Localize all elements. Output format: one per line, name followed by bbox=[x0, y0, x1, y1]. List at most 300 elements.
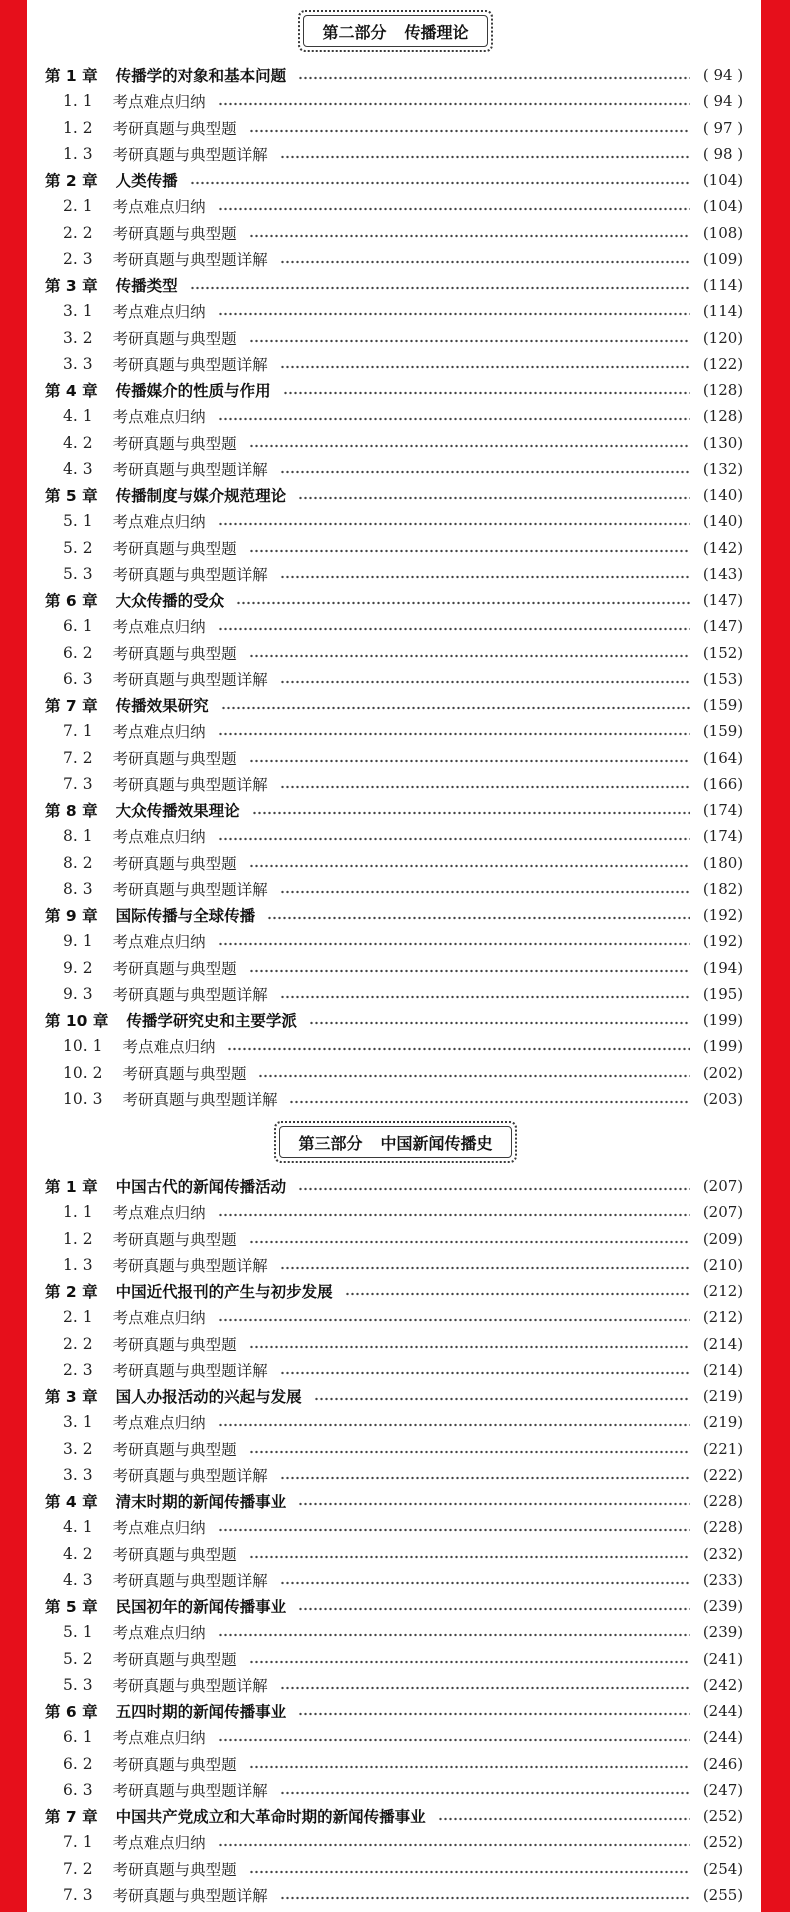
page-number: (239) bbox=[702, 1623, 744, 1642]
subsection-title: 考点难点归纳 bbox=[112, 618, 206, 637]
chapter-row bbox=[45, 1488, 746, 1514]
subsection-row bbox=[45, 141, 746, 167]
page-number: (210) bbox=[702, 1255, 744, 1274]
subsection-row bbox=[45, 325, 746, 351]
dot-leader bbox=[280, 784, 690, 790]
subsection-title: 考研真题与典型题 bbox=[112, 434, 237, 453]
dot-leader bbox=[280, 574, 690, 580]
page-number: (114) bbox=[702, 276, 744, 295]
dot-leader bbox=[218, 1422, 690, 1428]
page-number: (255) bbox=[702, 1885, 744, 1904]
subsection-title: 考研真题与典型题 bbox=[112, 1860, 237, 1879]
subsection-number: 3. 1 bbox=[63, 1413, 93, 1432]
dot-leader bbox=[252, 810, 690, 816]
subsection-row bbox=[45, 981, 746, 1007]
subsection-row bbox=[45, 1357, 746, 1383]
subsection-title: 考点难点归纳 bbox=[112, 1414, 206, 1433]
subsection-row bbox=[45, 1751, 746, 1777]
toc-section bbox=[45, 10, 746, 1112]
subsection-title: 考研真题与典型题详解 bbox=[112, 145, 268, 164]
chapter-row bbox=[45, 377, 746, 403]
subsection-row bbox=[45, 1777, 746, 1803]
subsection-row bbox=[45, 613, 746, 639]
section-title: 传播理论 bbox=[404, 22, 469, 42]
subsection-title: 考研真题与典型题 bbox=[112, 749, 237, 768]
chapter-row bbox=[45, 1173, 746, 1199]
dot-leader bbox=[249, 548, 690, 554]
page-number: (252) bbox=[702, 1833, 744, 1852]
page-number: (130) bbox=[702, 433, 744, 452]
subsection-row bbox=[45, 430, 746, 456]
page-number: (212) bbox=[702, 1282, 744, 1301]
subsection-row bbox=[45, 1060, 746, 1086]
page-number: ( 98 ) bbox=[702, 144, 744, 163]
subsection-row bbox=[45, 456, 746, 482]
subsection-number: 4. 1 bbox=[63, 407, 93, 426]
chapter-number: 第 9 章 bbox=[45, 907, 98, 926]
chapter-row bbox=[45, 1383, 746, 1409]
page-number: (142) bbox=[702, 538, 744, 557]
left-red-border bbox=[0, 0, 27, 1912]
section-banner bbox=[298, 10, 492, 52]
page-number: (147) bbox=[702, 617, 744, 636]
page-number: (104) bbox=[702, 197, 744, 216]
subsection-title: 考研真题与典型题详解 bbox=[112, 1571, 268, 1590]
dot-leader bbox=[280, 364, 690, 370]
chapter-number: 第 2 章 bbox=[45, 1283, 98, 1302]
subsection-number: 7. 2 bbox=[63, 1859, 93, 1878]
subsection-row bbox=[45, 1033, 746, 1059]
page-number: (219) bbox=[702, 1387, 744, 1406]
subsection-row bbox=[45, 1856, 746, 1882]
chapter-number: 第 8 章 bbox=[45, 802, 98, 821]
subsection-number: 2. 2 bbox=[63, 1334, 93, 1353]
subsection-row bbox=[45, 508, 746, 534]
chapter-title: 传播制度与媒介规范理论 bbox=[115, 487, 287, 506]
subsection-row bbox=[45, 640, 746, 666]
dot-leader bbox=[438, 1816, 690, 1822]
subsection-title: 考研真题与典型题详解 bbox=[112, 565, 268, 584]
dot-leader bbox=[218, 101, 690, 107]
dot-leader bbox=[280, 259, 690, 265]
subsection-number: 6. 2 bbox=[63, 643, 93, 662]
dot-leader bbox=[298, 1606, 690, 1612]
subsection-title: 考研真题与典型题详解 bbox=[112, 1256, 268, 1275]
dot-leader bbox=[280, 1685, 690, 1691]
subsection-row bbox=[45, 193, 746, 219]
chapter-number: 第 4 章 bbox=[45, 382, 98, 401]
dot-leader bbox=[249, 758, 690, 764]
subsection-title: 考点难点归纳 bbox=[112, 933, 206, 952]
chapter-title: 中国古代的新闻传播活动 bbox=[115, 1178, 287, 1197]
subsection-row bbox=[45, 1541, 746, 1567]
page-number: (192) bbox=[702, 906, 744, 925]
subsection-title: 考研真题与典型题详解 bbox=[112, 355, 268, 374]
chapter-title: 中国共产党成立和大革命时期的新闻传播事业 bbox=[115, 1808, 426, 1827]
dot-leader bbox=[280, 994, 690, 1000]
subsection-number: 1. 2 bbox=[63, 1229, 93, 1248]
page-number: (182) bbox=[702, 879, 744, 898]
right-red-border bbox=[761, 0, 790, 1912]
section-banner-frame bbox=[279, 1126, 511, 1158]
dot-leader bbox=[280, 1475, 690, 1481]
subsection-number: 2. 1 bbox=[63, 197, 93, 216]
subsection-number: 3. 1 bbox=[63, 302, 93, 321]
chapter-row bbox=[45, 1698, 746, 1724]
subsection-title: 考研真题与典型题详解 bbox=[112, 880, 268, 899]
subsection-number: 5. 3 bbox=[63, 564, 93, 583]
subsection-title: 考研真题与典型题详解 bbox=[112, 1466, 268, 1485]
toc-section bbox=[45, 1121, 746, 1908]
chapter-number: 第 1 章 bbox=[45, 1178, 98, 1197]
dot-leader bbox=[280, 154, 690, 160]
subsection-number: 8. 2 bbox=[63, 853, 93, 872]
subsection-number: 10. 3 bbox=[63, 1089, 103, 1108]
page-number: (214) bbox=[702, 1360, 744, 1379]
subsection-row bbox=[45, 850, 746, 876]
subsection-title: 考点难点归纳 bbox=[112, 198, 206, 217]
page-number: ( 94 ) bbox=[702, 92, 744, 111]
subsection-number: 5. 2 bbox=[63, 1649, 93, 1668]
subsection-row bbox=[45, 876, 746, 902]
section-part-label: 第三部分 bbox=[298, 1133, 363, 1153]
dot-leader bbox=[289, 1099, 690, 1105]
page-number: (241) bbox=[702, 1649, 744, 1668]
subsection-number: 3. 3 bbox=[63, 354, 93, 373]
section-part-label: 第二部分 bbox=[322, 22, 387, 42]
page-number: (174) bbox=[702, 827, 744, 846]
subsection-row bbox=[45, 351, 746, 377]
subsection-row bbox=[45, 1619, 746, 1645]
subsection-row bbox=[45, 1252, 746, 1278]
subsection-title: 考点难点归纳 bbox=[112, 303, 206, 322]
page-number: (174) bbox=[702, 801, 744, 820]
subsection-title: 考研真题与典型题详解 bbox=[112, 1886, 268, 1905]
dot-leader bbox=[280, 469, 690, 475]
chapter-row bbox=[45, 692, 746, 718]
page-number: (214) bbox=[702, 1334, 744, 1353]
subsection-number: 6. 1 bbox=[63, 617, 93, 636]
dot-leader bbox=[218, 1317, 690, 1323]
subsection-title: 考点难点归纳 bbox=[122, 1038, 216, 1057]
page-number: (194) bbox=[702, 958, 744, 977]
dot-leader bbox=[249, 968, 690, 974]
dot-leader bbox=[249, 1449, 690, 1455]
section-banner bbox=[274, 1121, 516, 1163]
subsection-number: 1. 3 bbox=[63, 144, 93, 163]
chapter-row bbox=[45, 1803, 746, 1829]
subsection-title: 考研真题与典型题详解 bbox=[112, 1676, 268, 1695]
subsection-row bbox=[45, 561, 746, 587]
subsection-title: 考研真题与典型题 bbox=[112, 119, 237, 138]
page-number: (128) bbox=[702, 407, 744, 426]
page-number: (244) bbox=[702, 1728, 744, 1747]
section-banner-area bbox=[45, 1121, 746, 1173]
page-number: (221) bbox=[702, 1439, 744, 1458]
subsection-title: 考点难点归纳 bbox=[112, 513, 206, 532]
subsection-title: 考研真题与典型题 bbox=[112, 1440, 237, 1459]
page-number: (166) bbox=[702, 774, 744, 793]
subsection-number: 3. 3 bbox=[63, 1465, 93, 1484]
page-number: (207) bbox=[702, 1203, 744, 1222]
subsection-row bbox=[45, 745, 746, 771]
subsection-title: 考研真题与典型题详解 bbox=[112, 250, 268, 269]
subsection-number: 10. 2 bbox=[63, 1063, 103, 1082]
subsection-title: 考研真题与典型题详解 bbox=[122, 1090, 278, 1109]
chapter-number: 第 7 章 bbox=[45, 697, 98, 716]
subsection-number: 7. 3 bbox=[63, 1885, 93, 1904]
subsection-title: 考研真题与典型题详解 bbox=[112, 985, 268, 1004]
subsection-title: 考研真题与典型题 bbox=[112, 1650, 237, 1669]
chapter-row bbox=[45, 1278, 746, 1304]
subsection-row bbox=[45, 823, 746, 849]
chapter-number: 第 3 章 bbox=[45, 1388, 98, 1407]
page-number: (242) bbox=[702, 1675, 744, 1694]
chapter-row bbox=[45, 62, 746, 88]
dot-leader bbox=[298, 1501, 690, 1507]
page-number: (199) bbox=[702, 1011, 744, 1030]
subsection-row bbox=[45, 1646, 746, 1672]
page-number: (199) bbox=[702, 1037, 744, 1056]
chapter-row bbox=[45, 587, 746, 613]
dot-leader bbox=[236, 600, 690, 606]
page-number: (159) bbox=[702, 722, 744, 741]
chapter-title: 国际传播与全球传播 bbox=[115, 907, 256, 926]
dot-leader bbox=[218, 416, 690, 422]
page-number: ( 94 ) bbox=[702, 66, 744, 85]
subsection-title: 考点难点归纳 bbox=[112, 1624, 206, 1643]
chapter-title: 民国初年的新闻传播事业 bbox=[115, 1598, 287, 1617]
dot-leader bbox=[258, 1073, 690, 1079]
dot-leader bbox=[267, 915, 690, 921]
page-number: (195) bbox=[702, 984, 744, 1003]
dot-leader bbox=[218, 941, 690, 947]
dot-leader bbox=[280, 1895, 690, 1901]
subsection-title: 考研真题与典型题 bbox=[112, 224, 237, 243]
dot-leader bbox=[218, 731, 690, 737]
subsection-row bbox=[45, 1199, 746, 1225]
chapter-title: 传播效果研究 bbox=[115, 697, 209, 716]
chapter-title: 人类传播 bbox=[115, 172, 178, 191]
dot-leader bbox=[298, 75, 690, 81]
subsection-title: 考研真题与典型题 bbox=[112, 539, 237, 558]
chapter-title: 中国近代报刊的产生与初步发展 bbox=[115, 1283, 333, 1302]
subsection-row bbox=[45, 1226, 746, 1252]
page-number: (108) bbox=[702, 223, 744, 242]
dot-leader bbox=[249, 1869, 690, 1875]
chapter-title: 五四时期的新闻传播事业 bbox=[115, 1703, 287, 1722]
subsection-row bbox=[45, 1331, 746, 1357]
page-number: (252) bbox=[702, 1807, 744, 1826]
subsection-title: 考点难点归纳 bbox=[112, 1519, 206, 1538]
chapter-row bbox=[45, 272, 746, 298]
chapter-title: 传播媒介的性质与作用 bbox=[115, 382, 271, 401]
page-number: (132) bbox=[702, 459, 744, 478]
chapter-title: 大众传播效果理论 bbox=[115, 802, 240, 821]
page-number: (239) bbox=[702, 1597, 744, 1616]
page-number: (209) bbox=[702, 1229, 744, 1248]
page-number: (122) bbox=[702, 354, 744, 373]
subsection-row bbox=[45, 955, 746, 981]
dot-leader bbox=[314, 1396, 690, 1402]
subsection-row bbox=[45, 771, 746, 797]
dot-leader bbox=[309, 1020, 690, 1026]
subsection-title: 考研真题与典型题详解 bbox=[112, 670, 268, 689]
subsection-row bbox=[45, 246, 746, 272]
chapter-row bbox=[45, 797, 746, 823]
subsection-row bbox=[45, 1086, 746, 1112]
subsection-number: 5. 1 bbox=[63, 1623, 93, 1642]
chapter-number: 第 3 章 bbox=[45, 277, 98, 296]
dot-leader bbox=[298, 1711, 690, 1717]
dot-leader bbox=[218, 1737, 690, 1743]
dot-leader bbox=[249, 1554, 690, 1560]
dot-leader bbox=[280, 1580, 690, 1586]
subsection-number: 1. 2 bbox=[63, 118, 93, 137]
page-number: (219) bbox=[702, 1413, 744, 1432]
subsection-number: 5. 3 bbox=[63, 1675, 93, 1694]
dot-leader bbox=[298, 1186, 690, 1192]
chapter-row bbox=[45, 1593, 746, 1619]
chapter-title: 国人办报活动的兴起与发展 bbox=[115, 1388, 302, 1407]
page-number: (192) bbox=[702, 932, 744, 951]
section-banner-area bbox=[45, 10, 746, 62]
page-number: (147) bbox=[702, 591, 744, 610]
page-number: (152) bbox=[702, 643, 744, 662]
subsection-row bbox=[45, 115, 746, 141]
subsection-number: 2. 3 bbox=[63, 1360, 93, 1379]
page-number: (233) bbox=[702, 1570, 744, 1589]
dot-leader bbox=[280, 1790, 690, 1796]
page-number: (222) bbox=[702, 1465, 744, 1484]
subsection-number: 5. 2 bbox=[63, 538, 93, 557]
subsection-number: 3. 2 bbox=[63, 1439, 93, 1458]
page-number: (232) bbox=[702, 1544, 744, 1563]
subsection-number: 4. 3 bbox=[63, 1570, 93, 1589]
page-number: (114) bbox=[702, 302, 744, 321]
section-title: 中国新闻传播史 bbox=[380, 1133, 493, 1153]
subsection-title: 考点难点归纳 bbox=[112, 828, 206, 847]
chapter-number: 第 2 章 bbox=[45, 172, 98, 191]
chapter-title: 清末时期的新闻传播事业 bbox=[115, 1493, 287, 1512]
page-number: (228) bbox=[702, 1492, 744, 1511]
page-number: (254) bbox=[702, 1859, 744, 1878]
subsection-title: 考研真题与典型题 bbox=[112, 1755, 237, 1774]
subsection-row bbox=[45, 1829, 746, 1855]
subsection-title: 考点难点归纳 bbox=[112, 408, 206, 427]
subsection-number: 4. 2 bbox=[63, 1544, 93, 1563]
subsection-row bbox=[45, 1514, 746, 1540]
subsection-number: 1. 1 bbox=[63, 1203, 93, 1222]
subsection-number: 9. 2 bbox=[63, 958, 93, 977]
chapter-row bbox=[45, 167, 746, 193]
subsection-title: 考点难点归纳 bbox=[112, 723, 206, 742]
page-number: (140) bbox=[702, 512, 744, 531]
page-number: (228) bbox=[702, 1518, 744, 1537]
subsection-number: 6. 1 bbox=[63, 1728, 93, 1747]
subsection-number: 9. 1 bbox=[63, 932, 93, 951]
subsection-row bbox=[45, 1672, 746, 1698]
subsection-title: 考研真题与典型题 bbox=[112, 1230, 237, 1249]
dot-leader bbox=[280, 889, 690, 895]
subsection-number: 1. 3 bbox=[63, 1255, 93, 1274]
page-number: (120) bbox=[702, 328, 744, 347]
page-number: (244) bbox=[702, 1702, 744, 1721]
subsection-title: 考点难点归纳 bbox=[112, 1729, 206, 1748]
dot-leader bbox=[345, 1291, 690, 1297]
dot-leader bbox=[190, 180, 690, 186]
subsection-number: 7. 3 bbox=[63, 774, 93, 793]
dot-leader bbox=[249, 863, 690, 869]
subsection-title: 考研真题与典型题 bbox=[112, 329, 237, 348]
subsection-title: 考研真题与典型题详解 bbox=[112, 1781, 268, 1800]
chapter-number: 第 10 章 bbox=[45, 1012, 109, 1031]
chapter-title: 传播类型 bbox=[115, 277, 178, 296]
subsection-row bbox=[45, 928, 746, 954]
dot-leader bbox=[218, 1212, 690, 1218]
subsection-row bbox=[45, 220, 746, 246]
subsection-title: 考研真题与典型题详解 bbox=[112, 1361, 268, 1380]
subsection-row bbox=[45, 666, 746, 692]
page-number: (247) bbox=[702, 1780, 744, 1799]
subsection-title: 考研真题与典型题 bbox=[122, 1064, 247, 1083]
chapter-row bbox=[45, 1007, 746, 1033]
chapter-number: 第 6 章 bbox=[45, 592, 98, 611]
dot-leader bbox=[280, 1265, 690, 1271]
dot-leader bbox=[218, 206, 690, 212]
page-number: (180) bbox=[702, 853, 744, 872]
subsection-number: 7. 1 bbox=[63, 722, 93, 741]
subsection-row bbox=[45, 1462, 746, 1488]
chapter-row bbox=[45, 902, 746, 928]
section-banner-frame bbox=[303, 15, 487, 47]
subsection-number: 5. 1 bbox=[63, 512, 93, 531]
dot-leader bbox=[249, 443, 690, 449]
dot-leader bbox=[218, 836, 690, 842]
subsection-number: 9. 3 bbox=[63, 984, 93, 1003]
subsection-title: 考研真题与典型题 bbox=[112, 644, 237, 663]
dot-leader bbox=[218, 626, 690, 632]
subsection-number: 3. 2 bbox=[63, 328, 93, 347]
subsection-title: 考研真题与典型题详解 bbox=[112, 775, 268, 794]
page-number: (109) bbox=[702, 249, 744, 268]
chapter-number: 第 6 章 bbox=[45, 1703, 98, 1722]
chapter-title: 传播学研究史和主要学派 bbox=[126, 1012, 297, 1031]
chapter-number: 第 5 章 bbox=[45, 1598, 98, 1617]
dot-leader bbox=[249, 653, 690, 659]
page-number: (159) bbox=[702, 696, 744, 715]
subsection-row bbox=[45, 1409, 746, 1435]
subsection-title: 考研真题与典型题 bbox=[112, 1545, 237, 1564]
subsection-row bbox=[45, 1882, 746, 1908]
subsection-number: 4. 2 bbox=[63, 433, 93, 452]
dot-leader bbox=[249, 1764, 690, 1770]
subsection-row bbox=[45, 403, 746, 429]
dot-leader bbox=[221, 705, 690, 711]
page-number: ( 97 ) bbox=[702, 118, 744, 137]
dot-leader bbox=[280, 679, 690, 685]
dot-leader bbox=[249, 1344, 690, 1350]
subsection-number: 1. 1 bbox=[63, 92, 93, 111]
dot-leader bbox=[218, 1842, 690, 1848]
subsection-title: 考点难点归纳 bbox=[112, 1309, 206, 1328]
page-number: (153) bbox=[702, 669, 744, 688]
subsection-title: 考点难点归纳 bbox=[112, 93, 206, 112]
page-number: (140) bbox=[702, 486, 744, 505]
page-number: (104) bbox=[702, 171, 744, 190]
dot-leader bbox=[227, 1046, 690, 1052]
page-number: (128) bbox=[702, 381, 744, 400]
